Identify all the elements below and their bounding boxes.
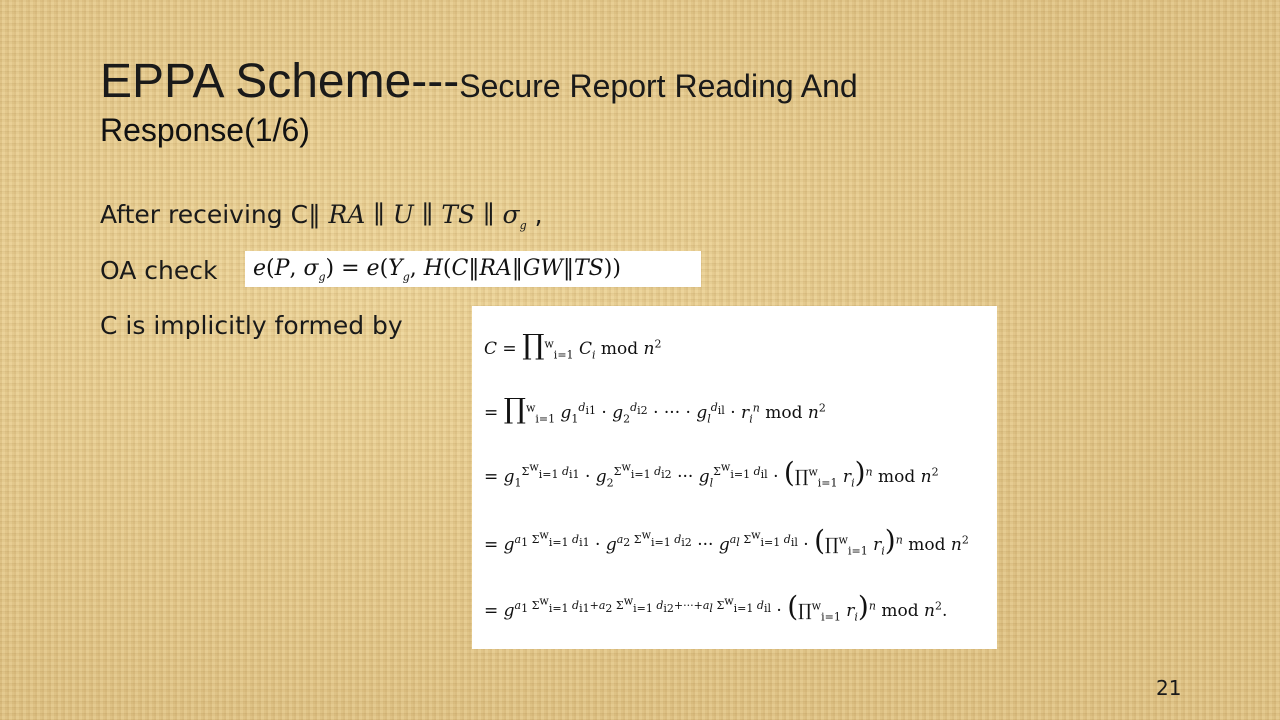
- bullet-c-formed: C is implicitly formed by: [100, 311, 403, 340]
- page-number: 21: [1156, 676, 1182, 700]
- line1-prefix: After receiving C∥: [100, 200, 329, 229]
- line1-sub: g: [519, 219, 527, 232]
- title-sub: Secure Report Reading And: [459, 68, 858, 104]
- slide-title: [100, 55, 1100, 148]
- title-main: EPPA Scheme---: [100, 55, 460, 108]
- bullet-after-receiving: [100, 200, 543, 232]
- check-formula-image: e(P, $\sigma_g) = e(Y_g$, H(C‖RA‖GW‖TS)): [245, 251, 701, 287]
- line1-suffix: ,: [526, 200, 543, 229]
- line1-math: RA ∥ U ∥ TS ∥ σ: [328, 200, 520, 229]
- bullet-oa-check: OA check: [100, 256, 218, 285]
- title-sub-line2: Response(1/6): [100, 112, 310, 148]
- derivation-formula-image: C = ∏$^w_{i=1}$ $C_i$ mod $n^2$ = ∏$^w_{i=1}$ $g_1^{d_{i1}} \cdot g_2^{d_{i2}}$ · ··· · $g_l^{d_{il}} \cdot r_i^n$ mod $n^2$ = $g_1^{\Sigma^w_{i=1} d_{i1}} \cdot g_2^{\Sigma^w_{i=1} d_{i2}}$ ··· $g_l^{\Sigma^w_{i=1} d_{il}}$ · (∏$^w_{i=1}$ $r_i)^n$ mod $n^2$ = $g^{a_1 \Sigma^w_{i=1} d_{i1}} \cdot g^{a_2 \Sigma^w_{i=1} d_{i2}}$ ··· $g^{a_l \Sigma^w_{i=1} d_{il}}$ · (∏$^w_{i=1}$ $r_i)^n$ mod $n^2$ = $g^{a_1 \Sigma^w_{i=1} d_{i1}+a_2 \Sigma^w_{i=1} d_{i2}+\cdot\cdot\cdot+a_l \Sigma^w_{i=1} d_{il}}$ · (∏$^w_{i=1}$ $r_i)^n$ mod $n^2$.: [472, 306, 997, 649]
